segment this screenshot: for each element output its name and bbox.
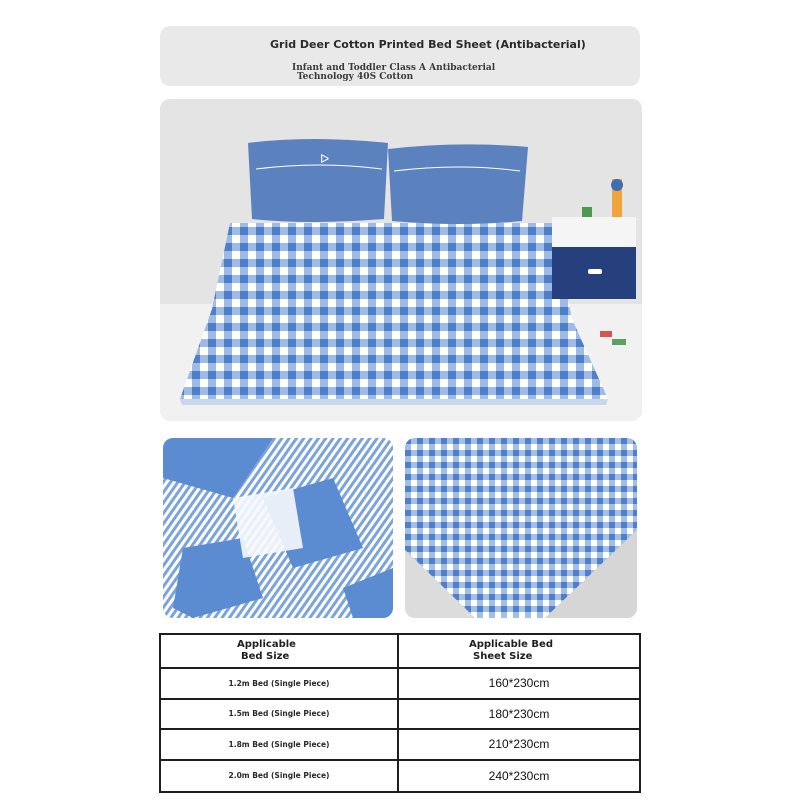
row-3-sheet-size: 210*230cm [399, 730, 639, 761]
header-sheet-size [399, 635, 639, 669]
product-subtitle [292, 64, 495, 82]
svg-text:ᐅ: ᐅ [320, 152, 330, 166]
fabric-closeup-illustration [163, 438, 393, 618]
row-1-bed-size: 1.2m Bed (Single Piece) [161, 669, 399, 700]
header-sheet-size-line-1: Applicable Bed [469, 639, 553, 650]
header-banner [160, 26, 640, 86]
row-2-bed-size: 1.5m Bed (Single Piece) [161, 700, 399, 731]
row-3-bed-size: 1.8m Bed (Single Piece) [161, 730, 399, 761]
row-4-sheet-size: 240*230cm [488, 768, 550, 783]
row-2-sheet-size: 180*230cm [399, 700, 639, 731]
row-1-sheet-size: 160*230cm [399, 669, 639, 700]
product-title: Grid Deer Cotton Printed Bed Sheet (Antibacterial) [270, 38, 586, 51]
sheet-corner-photo [405, 438, 637, 618]
size-table [159, 633, 641, 793]
header-bed-size-line-2: Bed Size [241, 651, 290, 662]
sheet-corner-illustration [405, 438, 637, 618]
main-bed-photo [160, 99, 642, 421]
subtitle-line-1: Infant and Toddler Class A Antibacterial [292, 63, 496, 73]
row-4-bed-size: 2.0m Bed (Single Piece) [161, 761, 399, 792]
bed-illustration [160, 99, 642, 421]
fabric-closeup-photo [163, 438, 393, 618]
header-sheet-size-line-2: Sheet Size [473, 651, 533, 662]
header-bed-size [161, 635, 399, 669]
header-bed-size-line-1: Applicable [237, 639, 296, 650]
subtitle-line-2: Technology 40S Cotton [297, 72, 414, 82]
